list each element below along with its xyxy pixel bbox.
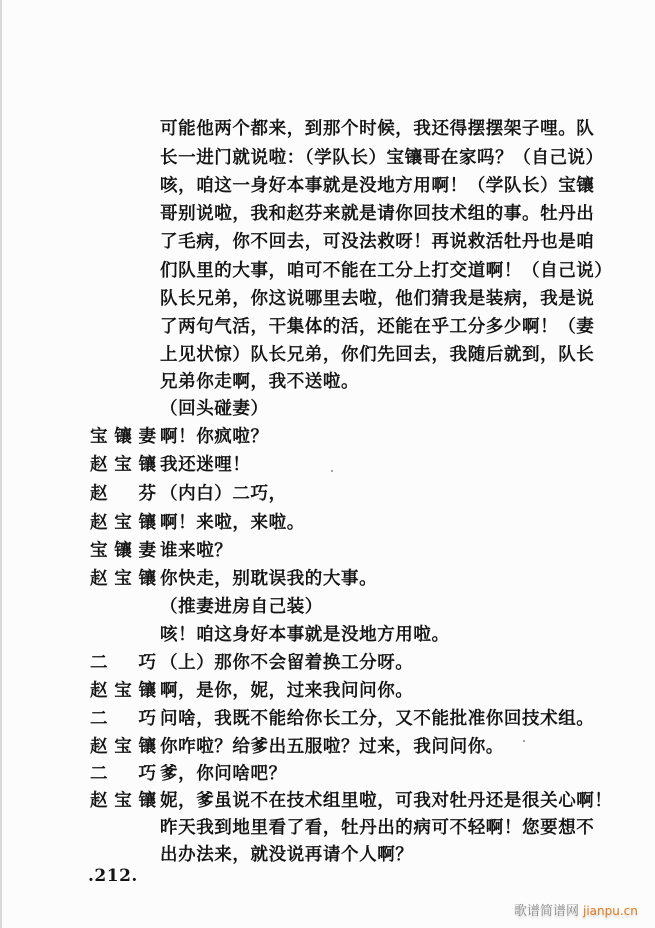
prose-line: 咳，咱这一身好本事就是没地方用啊！（学队长）宝镶: [160, 176, 595, 196]
speech-text: 啊，是你，妮，过来我问问你。: [160, 681, 414, 701]
prose-line: 了毛病，你不回去，可没法救呀！再说救活牡丹也是咱: [160, 232, 595, 252]
speaker-name: 二 巧: [90, 709, 156, 729]
speaker-name: 赵 芬: [90, 484, 156, 504]
prose-line: 哥别说啦，我和赵芬来就是请你回技术组的事。牡丹出: [160, 204, 595, 224]
speech-text: 我还迷哩！: [160, 455, 251, 475]
speech-text: 妮，爹虽说不在技术组里啦，可我对牡丹还是很关心啊！: [160, 791, 613, 811]
page-number: .212.: [88, 866, 138, 886]
speech-text: 谁来啦？: [160, 541, 233, 561]
watermark-url: jianpu.cn: [583, 904, 638, 918]
speech-text: 问啥，我既不能给你长工分，又不能批准你回技术组。: [160, 709, 595, 729]
speech-text: 啊！你疯啦？: [160, 427, 269, 447]
prose-line: 了两句气活，干集体的活，还能在乎工分多少啊！（妻: [160, 317, 595, 337]
speaker-name: 宝镶妻: [90, 427, 156, 447]
speaker-name: 二 巧: [90, 653, 156, 673]
prose-line: 们队里的大事，咱可不能在工分上打交道啊！（自己说）: [160, 261, 613, 281]
speech-continuation: 出办法来，就没说再请个人啊？: [160, 845, 414, 865]
speaker-name: 赵宝镶: [90, 737, 156, 757]
prose-line: 可能他两个都来，到那个时候，我还得摆摆架子哩。队: [160, 119, 595, 139]
speech-text: （内白）二巧，: [160, 484, 287, 504]
stage-direction: （回头碰妻）: [160, 399, 269, 419]
prose-line: 兄弟你走啊，我不送啦。: [160, 372, 360, 392]
stage-direction: （推妻进房自己装）: [160, 597, 323, 617]
speaker-name: 宝镶妻: [90, 541, 156, 561]
speaker-name: 二 巧: [90, 764, 156, 784]
scan-speck: [331, 470, 333, 472]
speaker-name: 赵宝镶: [90, 569, 156, 589]
speech-text: 你快走，别耽误我的大事。: [160, 569, 378, 589]
speech-continuation: 昨天我到地里看了看，牡丹出的病可不轻啊！您要想不: [160, 818, 595, 838]
speaker-name: 赵宝镶: [90, 513, 156, 533]
page-edge: [0, 0, 2, 928]
watermark-site-name: 歌谱简谱网: [514, 904, 580, 919]
prose-line: 上见状惊）队长兄弟，你们先回去，我随后就到，队长: [160, 345, 595, 365]
speaker-name: 赵宝镶: [90, 455, 156, 475]
speech-text: 爹，你问啥吧？: [160, 764, 287, 784]
speech-text: 啊！来啦，来啦。: [160, 513, 305, 533]
speaker-name: 赵宝镶: [90, 681, 156, 701]
scan-speck: [523, 740, 525, 742]
speech-continuation: 咳！咱这身好本事就是没地方用啦。: [160, 625, 450, 645]
site-watermark: [514, 900, 638, 919]
speaker-name: 赵宝镶: [90, 791, 156, 811]
speech-text: 你咋啦？给爹出五服啦？过来，我问问你。: [160, 737, 504, 757]
prose-line: 队长兄弟，你这说哪里去啦，他们猜我是装病，我是说: [160, 289, 595, 309]
speech-text: （上）那你不会留着换工分呀。: [160, 653, 414, 673]
prose-line: 长一进门就说啦：（学队长）宝镶哥在家吗？（自己说）: [160, 148, 604, 168]
